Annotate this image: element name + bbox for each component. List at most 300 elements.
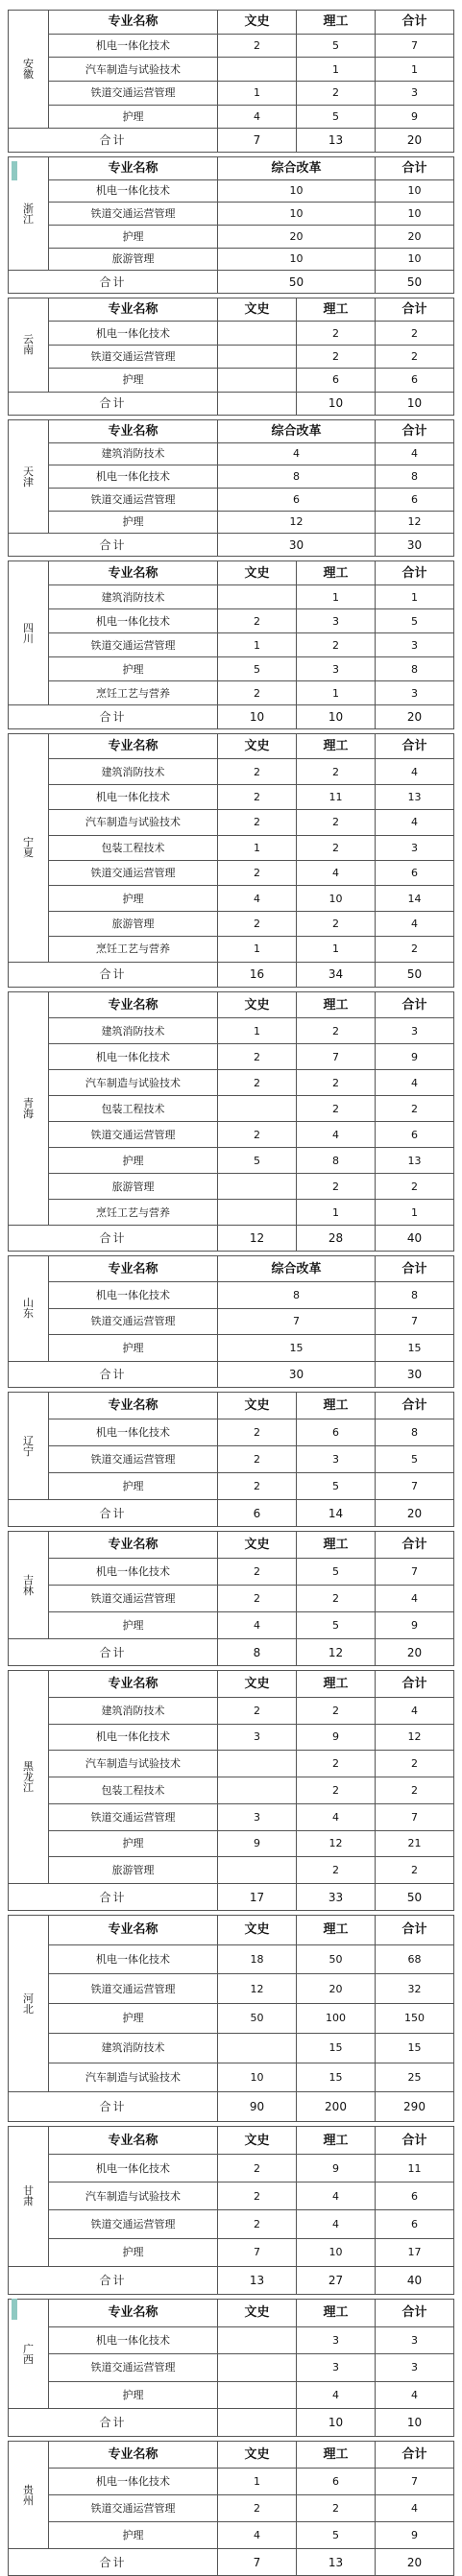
table-row bbox=[9, 2522, 454, 2549]
total-cell: 3 bbox=[376, 681, 454, 705]
total-cell: 3 bbox=[376, 835, 454, 860]
total-cell: 14 bbox=[376, 886, 454, 911]
zonghe-cell: 4 bbox=[218, 442, 376, 465]
total-cell: 8 bbox=[376, 1282, 454, 1308]
ligong-cell: 11 bbox=[297, 784, 376, 809]
wenshi-cell: 5 bbox=[218, 657, 297, 681]
wenshi-cell bbox=[218, 322, 297, 345]
header-heji: 合计 bbox=[376, 1671, 454, 1698]
table-row bbox=[9, 860, 454, 885]
zonghe-cell: 15 bbox=[218, 1335, 376, 1361]
header-ligong: 理工 bbox=[297, 561, 376, 585]
major-cell: 建筑消防技术 bbox=[49, 759, 218, 784]
total-cell: 2 bbox=[376, 1777, 454, 1804]
table-row bbox=[9, 2326, 454, 2354]
total-cell: 25 bbox=[376, 2063, 454, 2092]
total-row bbox=[9, 2092, 454, 2122]
province-block bbox=[8, 2441, 453, 2575]
ligong-cell: 2 bbox=[297, 1697, 376, 1724]
wenshi-cell: 4 bbox=[218, 886, 297, 911]
total-cell: 7 bbox=[376, 34, 454, 58]
table-row bbox=[9, 2155, 454, 2182]
total-cell: 6 bbox=[376, 488, 454, 511]
province-block bbox=[8, 298, 453, 415]
major-cell: 铁道交通运营管理 bbox=[49, 345, 218, 368]
table-row bbox=[9, 609, 454, 633]
header-major: 专业名称 bbox=[49, 11, 218, 35]
major-cell: 包装工程技术 bbox=[49, 1777, 218, 1804]
table-row bbox=[9, 488, 454, 511]
table-row bbox=[9, 1974, 454, 2004]
major-cell: 建筑消防技术 bbox=[49, 585, 218, 609]
major-cell: 护理 bbox=[49, 657, 218, 681]
table-row bbox=[9, 1724, 454, 1751]
total-cell: 2 bbox=[376, 322, 454, 345]
total-cell: 5 bbox=[376, 1446, 454, 1473]
province-name: 四 川 bbox=[9, 561, 49, 705]
major-cell: 铁道交通运营管理 bbox=[49, 860, 218, 885]
table-row bbox=[9, 1122, 454, 1148]
major-cell: 建筑消防技术 bbox=[49, 2033, 218, 2063]
ligong-cell: 9 bbox=[297, 1724, 376, 1751]
table-row bbox=[9, 2238, 454, 2266]
wenshi-cell: 2 bbox=[218, 1473, 297, 1500]
ligong-cell: 6 bbox=[297, 1419, 376, 1446]
major-cell: 机电一体化技术 bbox=[49, 784, 218, 809]
table-row bbox=[9, 2495, 454, 2522]
table-row bbox=[9, 442, 454, 465]
ligong-cell: 4 bbox=[297, 2381, 376, 2409]
header-zonghe: 综合改革 bbox=[218, 420, 376, 443]
total-label: 合计 bbox=[9, 271, 218, 294]
table-row bbox=[9, 1282, 454, 1308]
total-wenshi bbox=[218, 2409, 297, 2437]
wenshi-cell bbox=[218, 1857, 297, 1884]
major-cell: 机电一体化技术 bbox=[49, 609, 218, 633]
total-heji: 20 bbox=[376, 129, 454, 153]
table-row bbox=[9, 657, 454, 681]
table-row bbox=[9, 1070, 454, 1096]
total-cell: 68 bbox=[376, 1944, 454, 1974]
ligong-cell: 1 bbox=[297, 681, 376, 705]
header-row bbox=[9, 420, 454, 443]
zonghe-cell: 10 bbox=[218, 203, 376, 226]
header-heji: 合计 bbox=[376, 157, 454, 180]
wenshi-cell: 2 bbox=[218, 609, 297, 633]
province-name: 贵 州 bbox=[9, 2442, 49, 2549]
table-row bbox=[9, 759, 454, 784]
province-table bbox=[8, 1531, 454, 1666]
total-label: 合计 bbox=[9, 392, 218, 415]
major-cell: 汽车制造与试验技术 bbox=[49, 2063, 218, 2092]
total-cell: 32 bbox=[376, 1974, 454, 2004]
table-row bbox=[9, 835, 454, 860]
ligong-cell: 2 bbox=[297, 1857, 376, 1884]
header-wenshi: 文史 bbox=[218, 11, 297, 35]
header-heji: 合计 bbox=[376, 1532, 454, 1559]
header-row bbox=[9, 298, 454, 322]
ligong-cell: 2 bbox=[297, 322, 376, 345]
header-heji: 合计 bbox=[376, 2442, 454, 2469]
table-row bbox=[9, 1697, 454, 1724]
wenshi-cell: 2 bbox=[218, 759, 297, 784]
total-cell: 2 bbox=[376, 1096, 454, 1122]
province-block bbox=[8, 1531, 453, 1665]
total-ligong: 10 bbox=[297, 392, 376, 415]
header-row bbox=[9, 11, 454, 35]
ligong-cell: 1 bbox=[297, 937, 376, 962]
header-wenshi: 文史 bbox=[218, 298, 297, 322]
wenshi-cell: 2 bbox=[218, 2155, 297, 2182]
major-cell: 机电一体化技术 bbox=[49, 2326, 218, 2354]
major-cell: 机电一体化技术 bbox=[49, 1419, 218, 1446]
province-table bbox=[8, 991, 454, 1252]
table-row bbox=[9, 105, 454, 129]
total-cell: 13 bbox=[376, 784, 454, 809]
major-cell: 护理 bbox=[49, 1473, 218, 1500]
province-name: 安 徽 bbox=[9, 11, 49, 129]
province-table bbox=[8, 2126, 454, 2295]
table-row bbox=[9, 911, 454, 936]
total-wenshi: 13 bbox=[218, 2266, 297, 2294]
table-row bbox=[9, 1308, 454, 1334]
total-heji: 30 bbox=[376, 1361, 454, 1387]
header-heji: 合计 bbox=[376, 298, 454, 322]
table-row bbox=[9, 2063, 454, 2092]
ligong-cell: 3 bbox=[297, 609, 376, 633]
table-row bbox=[9, 810, 454, 835]
header-ligong: 理工 bbox=[297, 1916, 376, 1945]
header-major: 专业名称 bbox=[49, 1256, 218, 1282]
wenshi-cell: 2 bbox=[218, 2182, 297, 2210]
total-ligong: 200 bbox=[297, 2092, 376, 2122]
ligong-cell: 2 bbox=[297, 1070, 376, 1096]
total-cell: 4 bbox=[376, 810, 454, 835]
table-row bbox=[9, 937, 454, 962]
wenshi-cell bbox=[218, 2033, 297, 2063]
header-major: 专业名称 bbox=[49, 734, 218, 759]
major-cell: 汽车制造与试验技术 bbox=[49, 1751, 218, 1777]
province-table bbox=[8, 1255, 454, 1388]
header-wenshi: 文史 bbox=[218, 2442, 297, 2469]
major-cell: 旅游管理 bbox=[49, 248, 218, 271]
table-row bbox=[9, 1174, 454, 1200]
table-row bbox=[9, 203, 454, 226]
table-row bbox=[9, 34, 454, 58]
header-major: 专业名称 bbox=[49, 298, 218, 322]
major-cell: 机电一体化技术 bbox=[49, 2155, 218, 2182]
wenshi-cell bbox=[218, 2354, 297, 2382]
ligong-cell: 5 bbox=[297, 1559, 376, 1586]
total-wenshi: 12 bbox=[218, 1226, 297, 1252]
major-cell: 机电一体化技术 bbox=[49, 1044, 218, 1070]
total-ligong: 34 bbox=[297, 962, 376, 987]
header-wenshi: 文史 bbox=[218, 734, 297, 759]
total-wenshi: 17 bbox=[218, 1884, 297, 1911]
total-cell: 4 bbox=[376, 1586, 454, 1612]
ligong-cell: 2 bbox=[297, 633, 376, 657]
total-cell: 10 bbox=[376, 179, 454, 203]
major-cell: 护理 bbox=[49, 511, 218, 534]
province-table bbox=[8, 1670, 454, 1911]
province-table bbox=[8, 1915, 454, 2122]
total-cell: 9 bbox=[376, 1044, 454, 1070]
total-label: 合计 bbox=[9, 705, 218, 729]
province-block bbox=[8, 991, 453, 1251]
table-row bbox=[9, 2469, 454, 2495]
major-cell: 烹饪工艺与营养 bbox=[49, 681, 218, 705]
header-wenshi: 文史 bbox=[218, 1916, 297, 1945]
table-row bbox=[9, 179, 454, 203]
wenshi-cell: 2 bbox=[218, 1697, 297, 1724]
header-row bbox=[9, 561, 454, 585]
zonghe-cell: 10 bbox=[218, 248, 376, 271]
wenshi-cell bbox=[218, 58, 297, 82]
major-cell: 汽车制造与试验技术 bbox=[49, 1070, 218, 1096]
total-cell: 3 bbox=[376, 81, 454, 105]
wenshi-cell bbox=[218, 1751, 297, 1777]
header-row bbox=[9, 1256, 454, 1282]
major-cell: 机电一体化技术 bbox=[49, 2469, 218, 2495]
header-ligong: 理工 bbox=[297, 1671, 376, 1698]
header-ligong: 理工 bbox=[297, 1532, 376, 1559]
table-row bbox=[9, 633, 454, 657]
table-row bbox=[9, 2381, 454, 2409]
major-cell: 铁道交通运营管理 bbox=[49, 1308, 218, 1334]
province-table bbox=[8, 733, 454, 988]
total-cell: 13 bbox=[376, 1148, 454, 1174]
total-cell: 7 bbox=[376, 1559, 454, 1586]
header-major: 专业名称 bbox=[49, 1393, 218, 1419]
total-cell: 15 bbox=[376, 1335, 454, 1361]
total-zonghe: 30 bbox=[218, 1361, 376, 1387]
header-major: 专业名称 bbox=[49, 992, 218, 1018]
ligong-cell: 5 bbox=[297, 1473, 376, 1500]
wenshi-cell bbox=[218, 1777, 297, 1804]
wenshi-cell: 2 bbox=[218, 34, 297, 58]
wenshi-cell bbox=[218, 369, 297, 392]
total-ligong: 28 bbox=[297, 1226, 376, 1252]
total-wenshi: 90 bbox=[218, 2092, 297, 2122]
total-heji: 20 bbox=[376, 1639, 454, 1666]
total-label: 合计 bbox=[9, 2409, 218, 2437]
wenshi-cell: 5 bbox=[218, 1148, 297, 1174]
header-major: 专业名称 bbox=[49, 157, 218, 180]
total-cell: 4 bbox=[376, 2381, 454, 2409]
total-cell: 6 bbox=[376, 369, 454, 392]
ligong-cell: 3 bbox=[297, 1446, 376, 1473]
table-row bbox=[9, 2182, 454, 2210]
major-cell: 铁道交通运营管理 bbox=[49, 1446, 218, 1473]
major-cell: 护理 bbox=[49, 225, 218, 248]
total-cell: 6 bbox=[376, 2182, 454, 2210]
table-row bbox=[9, 369, 454, 392]
province-table bbox=[8, 156, 454, 294]
major-cell: 铁道交通运营管理 bbox=[49, 1974, 218, 2004]
major-cell: 铁道交通运营管理 bbox=[49, 1803, 218, 1830]
province-name: 黑 龙 江 bbox=[9, 1671, 49, 1884]
major-cell: 建筑消防技术 bbox=[49, 1018, 218, 1044]
wenshi-cell: 4 bbox=[218, 2522, 297, 2549]
ligong-cell: 2 bbox=[297, 759, 376, 784]
teal-divider bbox=[12, 161, 17, 180]
table-row bbox=[9, 1446, 454, 1473]
major-cell: 护理 bbox=[49, 1830, 218, 1857]
header-major: 专业名称 bbox=[49, 2300, 218, 2327]
wenshi-cell: 1 bbox=[218, 81, 297, 105]
province-name: 浙 江 bbox=[9, 157, 49, 271]
zonghe-cell: 20 bbox=[218, 225, 376, 248]
province-table bbox=[8, 298, 454, 416]
wenshi-cell: 4 bbox=[218, 105, 297, 129]
total-cell: 1 bbox=[376, 585, 454, 609]
total-ligong: 12 bbox=[297, 1639, 376, 1666]
total-heji: 10 bbox=[376, 392, 454, 415]
wenshi-cell: 2 bbox=[218, 1070, 297, 1096]
major-cell: 汽车制造与试验技术 bbox=[49, 810, 218, 835]
table-row bbox=[9, 1018, 454, 1044]
table-row bbox=[9, 1586, 454, 1612]
total-cell: 7 bbox=[376, 1803, 454, 1830]
major-cell: 护理 bbox=[49, 105, 218, 129]
header-heji: 合计 bbox=[376, 561, 454, 585]
total-heji: 20 bbox=[376, 705, 454, 729]
ligong-cell: 9 bbox=[297, 2155, 376, 2182]
wenshi-cell: 18 bbox=[218, 1944, 297, 1974]
table-row bbox=[9, 784, 454, 809]
total-wenshi: 6 bbox=[218, 1500, 297, 1527]
header-wenshi: 文史 bbox=[218, 1671, 297, 1698]
total-cell: 2 bbox=[376, 1751, 454, 1777]
ligong-cell: 2 bbox=[297, 911, 376, 936]
total-label: 合计 bbox=[9, 962, 218, 987]
major-cell: 包装工程技术 bbox=[49, 835, 218, 860]
major-cell: 旅游管理 bbox=[49, 1174, 218, 1200]
wenshi-cell: 2 bbox=[218, 1559, 297, 1586]
total-ligong: 13 bbox=[297, 2549, 376, 2576]
province-block bbox=[8, 2299, 453, 2436]
major-cell: 汽车制造与试验技术 bbox=[49, 58, 218, 82]
ligong-cell: 5 bbox=[297, 105, 376, 129]
table-row bbox=[9, 81, 454, 105]
major-cell: 机电一体化技术 bbox=[49, 1282, 218, 1308]
major-cell: 旅游管理 bbox=[49, 911, 218, 936]
header-ligong: 理工 bbox=[297, 2127, 376, 2155]
province-block bbox=[8, 561, 453, 728]
total-cell: 4 bbox=[376, 442, 454, 465]
province-table bbox=[8, 1392, 454, 1527]
total-cell: 7 bbox=[376, 1308, 454, 1334]
major-cell: 旅游管理 bbox=[49, 1857, 218, 1884]
total-row bbox=[9, 962, 454, 987]
header-major: 专业名称 bbox=[49, 1916, 218, 1945]
wenshi-cell: 2 bbox=[218, 860, 297, 885]
total-cell: 150 bbox=[376, 2004, 454, 2034]
ligong-cell: 2 bbox=[297, 810, 376, 835]
major-cell: 护理 bbox=[49, 2522, 218, 2549]
ligong-cell: 2 bbox=[297, 1018, 376, 1044]
total-cell: 5 bbox=[376, 609, 454, 633]
total-heji: 50 bbox=[376, 271, 454, 294]
total-cell: 7 bbox=[376, 1473, 454, 1500]
ligong-cell: 5 bbox=[297, 2522, 376, 2549]
table-row bbox=[9, 886, 454, 911]
major-cell: 铁道交通运营管理 bbox=[49, 1586, 218, 1612]
total-ligong: 10 bbox=[297, 2409, 376, 2437]
wenshi-cell: 2 bbox=[218, 2495, 297, 2522]
total-cell: 21 bbox=[376, 1830, 454, 1857]
total-wenshi: 10 bbox=[218, 705, 297, 729]
total-cell: 2 bbox=[376, 937, 454, 962]
total-heji: 50 bbox=[376, 962, 454, 987]
total-label: 合计 bbox=[9, 2092, 218, 2122]
header-major: 专业名称 bbox=[49, 1671, 218, 1698]
ligong-cell: 4 bbox=[297, 1803, 376, 1830]
header-ligong: 理工 bbox=[297, 2300, 376, 2327]
province-name: 辽 宁 bbox=[9, 1393, 49, 1500]
ligong-cell: 7 bbox=[297, 1044, 376, 1070]
total-label: 合计 bbox=[9, 2549, 218, 2576]
ligong-cell: 6 bbox=[297, 369, 376, 392]
wenshi-cell bbox=[218, 1096, 297, 1122]
total-heji: 20 bbox=[376, 2549, 454, 2576]
table-row bbox=[9, 681, 454, 705]
header-ligong: 理工 bbox=[297, 734, 376, 759]
total-cell: 4 bbox=[376, 2495, 454, 2522]
wenshi-cell: 9 bbox=[218, 1830, 297, 1857]
major-cell: 机电一体化技术 bbox=[49, 1724, 218, 1751]
wenshi-cell: 1 bbox=[218, 633, 297, 657]
total-wenshi bbox=[218, 392, 297, 415]
header-major: 专业名称 bbox=[49, 420, 218, 443]
teal-divider bbox=[12, 2299, 17, 2320]
wenshi-cell: 1 bbox=[218, 937, 297, 962]
ligong-cell: 4 bbox=[297, 2182, 376, 2210]
total-heji: 10 bbox=[376, 2409, 454, 2437]
table-row bbox=[9, 585, 454, 609]
total-row bbox=[9, 1884, 454, 1911]
total-cell: 4 bbox=[376, 1070, 454, 1096]
ligong-cell: 100 bbox=[297, 2004, 376, 2034]
wenshi-cell: 1 bbox=[218, 2469, 297, 2495]
table-row bbox=[9, 2210, 454, 2238]
province-block bbox=[8, 10, 453, 152]
province-block bbox=[8, 1915, 453, 2121]
total-cell: 6 bbox=[376, 2210, 454, 2238]
header-row bbox=[9, 2300, 454, 2327]
major-cell: 汽车制造与试验技术 bbox=[49, 2182, 218, 2210]
total-heji: 20 bbox=[376, 1500, 454, 1527]
province-name: 吉 林 bbox=[9, 1532, 49, 1639]
province-name: 云 南 bbox=[9, 298, 49, 393]
total-ligong: 13 bbox=[297, 129, 376, 153]
major-cell: 护理 bbox=[49, 369, 218, 392]
ligong-cell: 20 bbox=[297, 1974, 376, 2004]
province-block bbox=[8, 733, 453, 987]
total-cell: 3 bbox=[376, 2326, 454, 2354]
total-ligong: 33 bbox=[297, 1884, 376, 1911]
header-ligong: 理工 bbox=[297, 1393, 376, 1419]
major-cell: 烹饪工艺与营养 bbox=[49, 937, 218, 962]
table-row bbox=[9, 1777, 454, 1804]
table-row bbox=[9, 465, 454, 489]
total-cell: 2 bbox=[376, 345, 454, 368]
table-row bbox=[9, 1473, 454, 1500]
ligong-cell: 1 bbox=[297, 1200, 376, 1226]
wenshi-cell: 4 bbox=[218, 1612, 297, 1639]
major-cell: 铁道交通运营管理 bbox=[49, 488, 218, 511]
total-ligong: 27 bbox=[297, 2266, 376, 2294]
